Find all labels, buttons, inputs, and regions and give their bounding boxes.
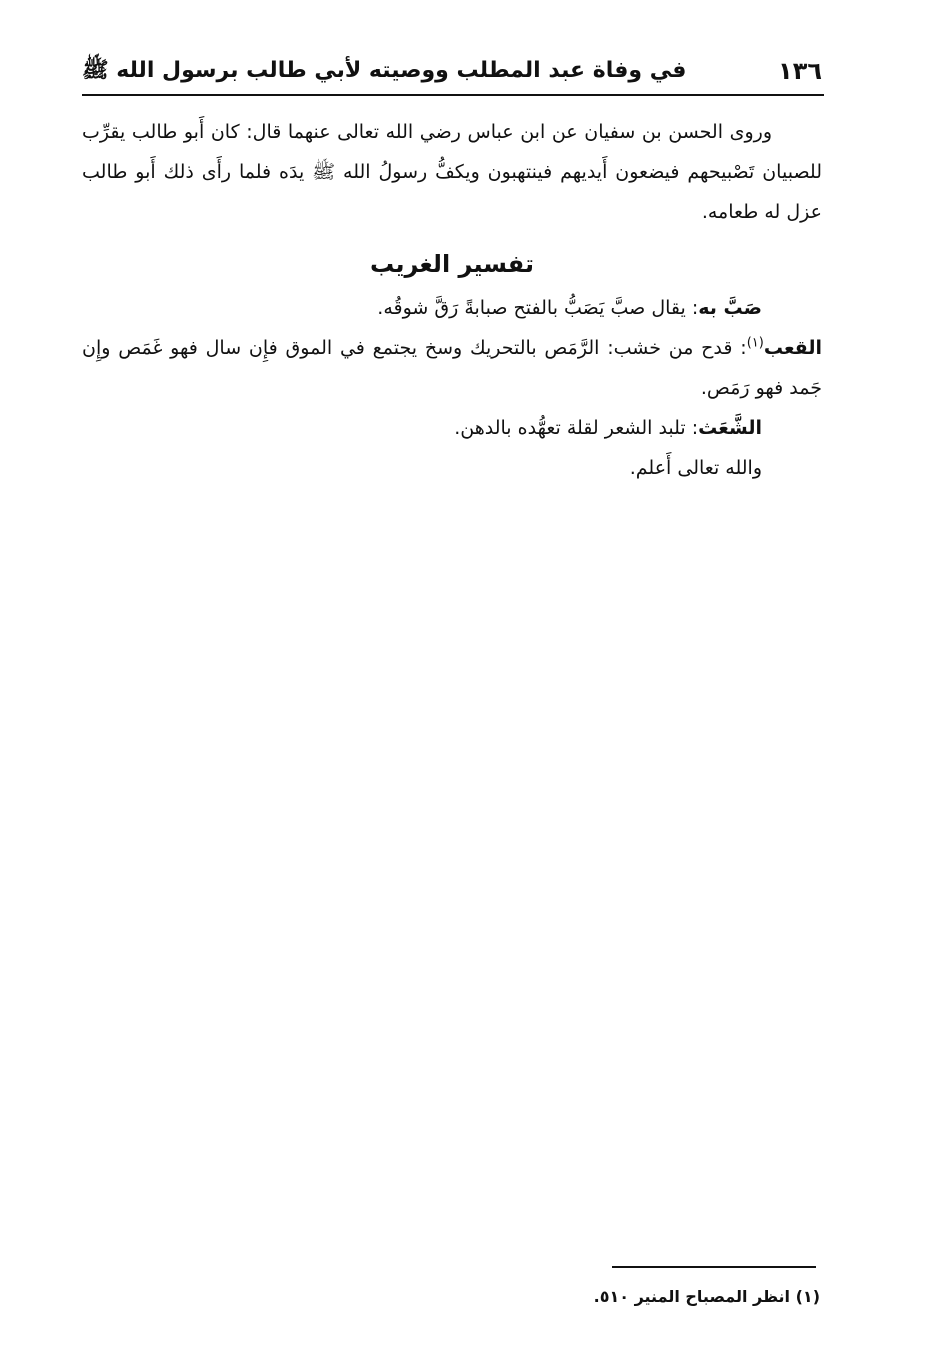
page-header (82, 52, 822, 94)
glossary-entry (82, 408, 822, 448)
glossary-term: القعب (763, 337, 822, 359)
section-title: تفسير الغريب (370, 250, 534, 278)
closing-line: والله تعالى أَعلم. (629, 457, 762, 479)
page-number: ١٣٦ (778, 57, 822, 85)
footnote-rule (612, 1266, 816, 1268)
narration-paragraph: وروى الحسن بن سفيان عن ابن عباس رضي الله تعالى عنهما قال: كان أَبو طالب يقرِّب للصبيان تَصْبيحهم فيضعون أَيديهم فينتهبون ويكفُّ رسولُ الله ﷺ يدَه فلما رأَى ذلك أَبو طالب عزل له طعامه. (82, 121, 822, 223)
running-head: في وفاة عبد المطلب ووصيته لأبي طالب برسول الله ﷺ (82, 58, 687, 83)
main-text (82, 112, 822, 488)
header-rule (82, 94, 824, 96)
glossary-term: الشَّعَث (698, 417, 762, 439)
glossary-term: صَبَّ به (698, 297, 762, 319)
glossary-definition: : قدح من خشب: الرَّمَص بالتحريك وسخ يجتمع في الموق فإِن سال فهو غَمَص وإِن جَمد فهو رَمَص. (82, 337, 822, 399)
glossary-entry (82, 288, 822, 328)
footnote: (١) انظر المصباح المنير ٥١٠. (593, 1287, 820, 1306)
glossary-definition: : تلبد الشعر لقلة تعهُّده بالدهن. (454, 417, 699, 439)
footnote-marker: (١) (746, 335, 764, 351)
glossary-definition: : يقال صبَّ يَصَبُّ بالفتح صبابةً رَقَّ شوقُه. (377, 297, 699, 319)
glossary-entry (82, 328, 822, 408)
